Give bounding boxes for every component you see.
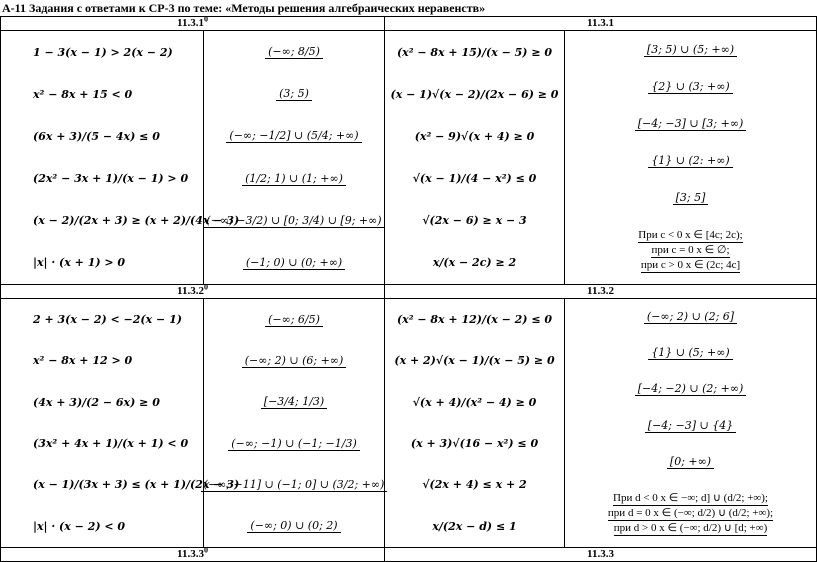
exercise: √(2x − 6) ≥ x − 3 [422,214,527,228]
section-header-row [1,17,817,31]
answer: {1} ∪ (5; +∞) [648,346,732,360]
exercise: x/(2x − d) ≤ 1 [432,519,517,533]
exercise: √(2x + 4) ≤ x + 2 [422,478,527,492]
answer-column [204,299,385,548]
section-header-right: 11.3.3 [385,548,817,562]
answer: {1} ∪ (2: +∞) [648,154,732,168]
exercise: 1 − 3(x − 1) > 2(x − 2) [33,45,173,59]
answer-line: при c = 0 x ∈ ∅; [651,243,730,256]
answer-line: при d > 0 x ∈ (−∞; d/2) ∪ [d; +∞) [613,521,768,534]
exercise: (x − 1)/(3x + 3) ≤ (x + 1)/(2x − 3) [33,478,240,492]
answer-line: при c > 0 x ∈ (2c; 4c] [640,258,741,271]
answer: (−∞; 2) ∪ (2; 6] [644,310,737,324]
section-header-row [1,285,817,299]
exercise: 2 + 3(x − 2) < −2(x − 1) [33,313,182,327]
exercise: x² − 8x + 15 < 0 [33,87,133,101]
parametric-answer [565,228,816,273]
answer: {2} ∪ (3; +∞) [648,80,732,94]
section-header-left: 11.3.2$^0$ [1,285,385,299]
answer: [−4; −3] ∪ {4} [645,419,736,433]
section-body-row [1,31,817,285]
answer: [−4; −2) ∪ (2; +∞) [635,382,747,396]
answer: (−∞; −3/2) ∪ [0; 3/4) ∪ [9; +∞) [203,214,384,228]
section-header-row [1,548,817,562]
exercise: (x + 2)√(x − 1)/(x − 5) ≥ 0 [394,354,555,368]
exercise: √(x − 1)/(4 − x²) ≤ 0 [412,172,537,186]
exercise-column [1,31,240,285]
exercise: (x² − 9)√(x + 4) ≥ 0 [414,129,535,143]
answer: (−∞; 2) ∪ (6; +∞) [242,354,347,368]
answer: (−1; 0) ∪ (0; +∞) [243,256,345,270]
section-header-right: 11.3.2 [385,285,817,299]
answer: (−∞; −1) ∪ (−1; −1/3) [228,437,360,451]
exercise: |x| · (x − 2) < 0 [33,519,126,533]
page-title: А-11 Задания с ответами к СР-3 по теме: «Методы решения алгебраических неравенств» [2,1,486,15]
answer: (−∞; −1/2] ∪ (5/4; +∞) [226,129,361,143]
answer: [−4; −3] ∪ [3; +∞) [635,117,747,131]
exercise: x/(x − 2c) ≥ 2 [432,256,517,270]
answer: (1/2; 1) ∪ (1; +∞) [242,172,346,186]
answer-column [204,31,385,285]
exercise-column [1,299,240,548]
section-header-right: 11.3.1 [385,17,817,31]
answer-line: При c < 0 x ∈ [4c; 2c); [638,228,743,241]
exercise: (3x² + 4x + 1)/(x + 1) < 0 [33,437,189,451]
exercise: (x + 3)√(16 − x²) ≤ 0 [410,437,539,451]
answer: [3; 5] [673,191,709,205]
answer-line: При d < 0 x ∈ −∞; d] ∪ (d/2; +∞); [613,491,768,504]
exercise: (x² − 8x + 15)/(x − 5) ≥ 0 [396,45,553,59]
exercise: (x − 1)√(x − 2)/(2x − 6) ≥ 0 [390,87,559,101]
answer: [3; 5) ∪ (5; +∞) [644,43,737,57]
answer: (−∞; 8/5) [265,45,323,59]
answer: (3; 5) [276,87,312,101]
exercise: (6x + 3)/(5 − 4x) ≤ 0 [33,129,160,143]
exercise-column [385,31,565,285]
exercise: |x| · (x + 1) > 0 [33,256,126,270]
answer: [0; +∞) [667,455,714,469]
tasks-table [0,16,817,562]
exercise: (x − 2)/(2x + 3) ≥ (x + 2)/(4x − 3) [33,214,240,228]
answer: (−∞; 6/5) [265,313,323,327]
exercise: (x² − 8x + 12)/(x − 2) ≤ 0 [396,313,553,327]
exercise: x² − 8x + 12 > 0 [33,354,133,368]
exercise: (4x + 3)/(2 − 6x) ≥ 0 [33,395,160,409]
answer-line: при d = 0 x ∈ (−∞; d/2) ∪ (d/2; +∞); [607,506,774,519]
answer: (−∞; −11] ∪ (−1; 0] ∪ (3/2; +∞) [201,478,388,492]
exercise: (2x² − 3x + 1)/(x − 1) > 0 [33,172,189,186]
answer: (−∞; 0) ∪ (0; 2) [247,519,340,533]
section-header-left: 11.3.3$^0$ [1,548,385,562]
section-body-row [1,299,817,548]
answer-column [565,299,817,548]
answer-column [565,31,817,285]
exercise: √(x + 4)/(x² − 4) ≥ 0 [412,395,537,409]
parametric-answer [565,491,816,536]
exercise-column [385,299,565,548]
answer: [−3/4; 1/3) [261,395,327,409]
section-header-left: 11.3.1$^0$ [1,17,385,31]
